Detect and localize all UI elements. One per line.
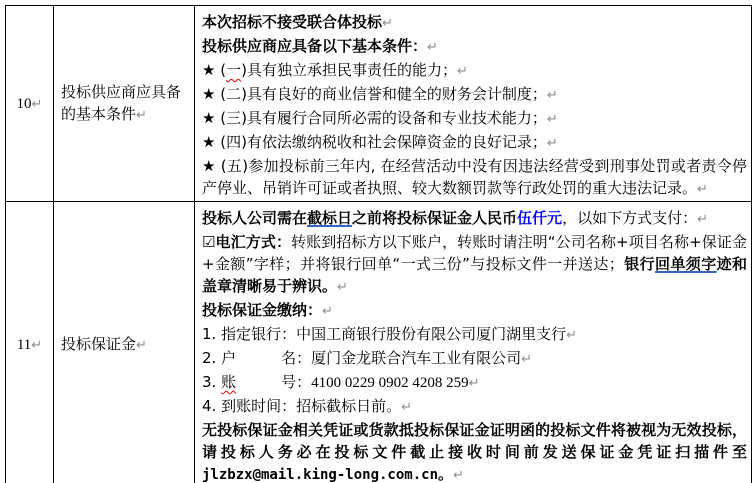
checkbox-checked-icon: ☑: [202, 233, 216, 251]
row-10-number-cell: [6, 6, 54, 202]
receipt-note-text: 银行: [623, 255, 656, 273]
condition-4-text: ★ (四)有依法缴纳税收和社会保障资金的良好记录；: [202, 133, 547, 151]
paragraph-mark-icon: ↵: [136, 107, 147, 123]
paragraph: [202, 323, 747, 347]
condition-1-prefix: ★ (: [202, 61, 227, 79]
row-10-content-cell: [195, 6, 752, 202]
condition-1-text: )具有独立承担民事责任的能力；: [241, 61, 457, 79]
paragraph-mark-icon: ↵: [337, 280, 348, 295]
paragraph: [202, 395, 747, 419]
row-10-label-cell: [54, 6, 195, 202]
account-number-value: 4100 0229 0902 4208 259: [311, 375, 469, 391]
paragraph-mark-icon: ↵: [468, 376, 480, 391]
paragraph-mark-icon: ↵: [521, 352, 532, 367]
row-11-content-cell: [195, 202, 752, 483]
no-consortium-text: 本次招标不接受联合体投标: [202, 13, 383, 31]
paragraph: [202, 131, 747, 155]
condition-2-text: ★ (二)具有良好的商业信誉和健全的财务会计制度；: [202, 85, 547, 103]
row-11-label-cell: [54, 202, 195, 483]
payment-method-lead: ，以如下方式支付：: [562, 209, 698, 227]
paragraph-mark-icon: ↵: [31, 96, 43, 112]
paragraph-mark-icon: ↵: [697, 182, 708, 197]
paragraph: [202, 155, 747, 201]
paragraph-mark-icon: ↵: [697, 212, 708, 227]
paragraph: [202, 419, 747, 483]
spellcheck-flagged-text: 一: [226, 61, 242, 79]
paragraph: [202, 59, 747, 83]
wire-transfer-instructions: 转账到招标方以下账户，转账时请注明“公司名称+项目名称+保证金+金额”字样；并将银行回单“一式三份”与投标文件一并送达；: [202, 233, 747, 273]
deposit-email-address: jlzbzx@mail.king-long.com.cn: [202, 467, 439, 483]
paragraph-mark-icon: ↵: [31, 337, 43, 353]
paragraph: [202, 35, 747, 59]
row-10-label: 投标供应商应具备的基本条件: [61, 82, 182, 123]
warning-end-punctuation: 。: [438, 465, 454, 483]
paragraph-mark-icon: ↵: [546, 136, 558, 151]
paragraph-mark-icon: ↵: [427, 40, 438, 55]
account-holder-line: 2. 户 名：厦门金龙联合汽车工业有限公司: [202, 349, 522, 367]
deadline-underlined-text: 截标日: [307, 209, 353, 227]
row-11-number: 11: [16, 336, 32, 353]
invalid-bid-warning-text: 无投标保证金相关凭证或货款抵投标保证金证明函的投标文件将被视为无效投标，请投标人务必在投标文件截止接收时间前发送保证金凭证扫描件至: [202, 421, 747, 461]
row-10-number: 10: [16, 95, 32, 112]
paragraph-mark-icon: ↵: [566, 328, 577, 343]
table-row-10: [6, 6, 752, 202]
row-11-number-cell: [6, 202, 54, 483]
paragraph-mark-icon: ↵: [456, 64, 468, 79]
paragraph-mark-icon: ↵: [322, 304, 333, 319]
arrival-time-line: 4. 到账时间：招标截标日前。: [202, 397, 402, 415]
paragraph: [202, 107, 747, 131]
account-number-prefix: 3.: [202, 373, 222, 391]
spellcheck-flagged-text: 账: [221, 373, 237, 391]
paragraph-mark-icon: ↵: [401, 400, 412, 415]
paragraph-mark-icon: ↵: [546, 112, 558, 127]
paragraph: [202, 207, 747, 231]
paragraph: [202, 11, 747, 35]
deposit-amount-text: 伍仟元: [517, 209, 563, 227]
tender-conditions-table: [5, 5, 752, 483]
paragraph: [202, 347, 747, 371]
deposit-intro-text2: 之前将投标保证金人民币: [352, 209, 518, 227]
deposit-intro-text: 投标人公司需在: [202, 209, 308, 227]
deposit-payment-heading: 投标保证金缴纳：: [202, 301, 323, 319]
paragraph-mark-icon: ↵: [546, 88, 558, 103]
paragraph-mark-icon: ↵: [382, 16, 393, 31]
receipt-note-text2: 迹和盖章清晰易于辨识。: [202, 255, 747, 295]
account-number-label: 号：: [236, 373, 312, 391]
paragraph-mark-icon: ↵: [136, 337, 147, 353]
table-row-11: [6, 202, 752, 483]
paragraph-mark-icon: ↵: [453, 468, 464, 483]
paragraph: [202, 299, 747, 323]
condition-3-text: ★ (三)具有履行合同所必需的设备和专业技术能力；: [202, 109, 547, 127]
basic-conditions-heading: 投标供应商应具备以下基本条件：: [202, 37, 428, 55]
paragraph: [202, 83, 747, 107]
condition-5-text: ★ (五)参加投标前三年内, 在经营活动中没有因违法经营受到刑事处罚或者责令停产停业、吊销许可证或者执照、较大数额罚款等行政处罚的重大违法记录。: [202, 157, 747, 197]
bank-name-line: 1. 指定银行：中国工商银行股份有限公司厦门湖里支行: [202, 325, 567, 343]
paragraph: [202, 231, 747, 299]
row-11-label: 投标保证金: [61, 334, 137, 353]
receipt-underlined-text: 回单须字: [655, 255, 717, 273]
paragraph: [202, 371, 747, 395]
wire-transfer-label: 电汇方式：: [215, 233, 292, 251]
